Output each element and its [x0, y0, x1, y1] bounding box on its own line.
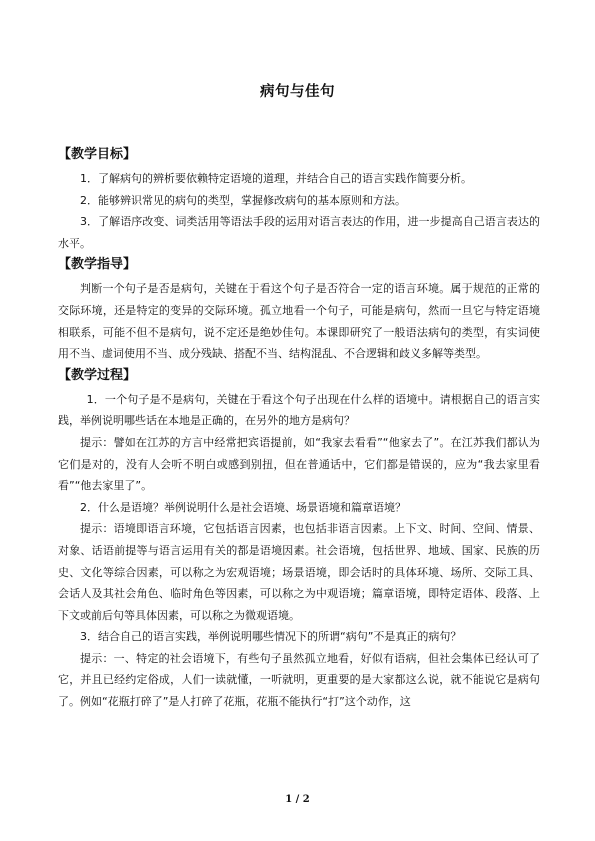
page-title: 病句与佳句 [260, 84, 335, 100]
paragraph: 提示：语境即语言环境，它包括语言因素，也包括非语言因素。上下文、时间、空间、情景、对象、话语前提等与语言运用有关的都是语境因素。社会语境，包括世界、地域、国家、民族的历史、文化等综合因素，可以称之为宏观语境；场景语境，即会话时的具体环境、场所、交际工具、会话人及其社会角色、临时角色等因素，可以称之为中观语境；篇章语境，即特定语体、段落、上下文或前后句等具体因素，可以称之为微观语境。 [58, 522, 540, 622]
paragraph: 判断一个句子是否是病句，关键在于看这个句子是否符合一定的语言环境。属于规范的正常的交际环境，还是特定的变异的交际环境。孤立地看一个句子，可能是病句，然而一旦它与特定语境相联系，可能不但不是病句，说不定还是绝妙佳句。本课即研究了一般语法病句的类型，有实词使用不当、虚词使用不当、成分残缺、搭配不当、结构混乱、不合逻辑和歧义多解等类型。 [58, 282, 540, 361]
section-heading-process: 【教学过程】 [58, 367, 137, 383]
paragraph: 提示：一、特定的社会语境下，有些句子虽然孤立地看，好似有语病，但社会集体已经认可了它，并且已经约定俗成，人们一读就懂，一听就明，更重要的是大家都这么说，就不能说它是病句了。例如“花瓶打碎了”是人打碎了花瓶，花瓶不能执行“打”这个动作，这 [58, 651, 540, 709]
document-body [58, 144, 540, 713]
section-heading-guidance: 【教学指导】 [58, 257, 137, 273]
paragraph: 1．一个句子是不是病句，关键在于看这个句子出现在什么样的语境中。请根据自己的语言实践，举例说明哪些话在本地是正确的，在另外的地方是病句？ [58, 392, 540, 428]
paragraph: 提示：譬如在江苏的方言中经常把宾语提前，如“我家去看看”“他家去了”。在江苏我们都认为它们是对的，没有人会听不明白或感到别扭，但在普通话中，它们都是错误的，应为“我去家里看看”“他去家里了”。 [58, 435, 540, 493]
paragraph: 2．什么是语境？举例说明什么是社会语境、场景语境和篇章语境？ [80, 500, 406, 514]
paragraph: 2．能够辨识常见的病句的类型，掌握修改病句的基本原则和方法。 [80, 193, 406, 207]
paragraph: 3．结合自己的语言实践，举例说明哪些情况下的所谓“病句”不是真正的病句？ [80, 630, 462, 644]
paragraph: 3．了解语序改变、词类活用等语法手段的运用对语言表达的作用，进一步提高自己语言表达的水平。 [58, 215, 540, 250]
section-heading-goals: 【教学目标】 [58, 147, 137, 162]
paragraph: 1．了解病句的辨析要依赖特定语境的道理，并结合自己的语言实践作简要分析。 [80, 172, 472, 185]
page-number: 1 / 2 [285, 794, 310, 805]
